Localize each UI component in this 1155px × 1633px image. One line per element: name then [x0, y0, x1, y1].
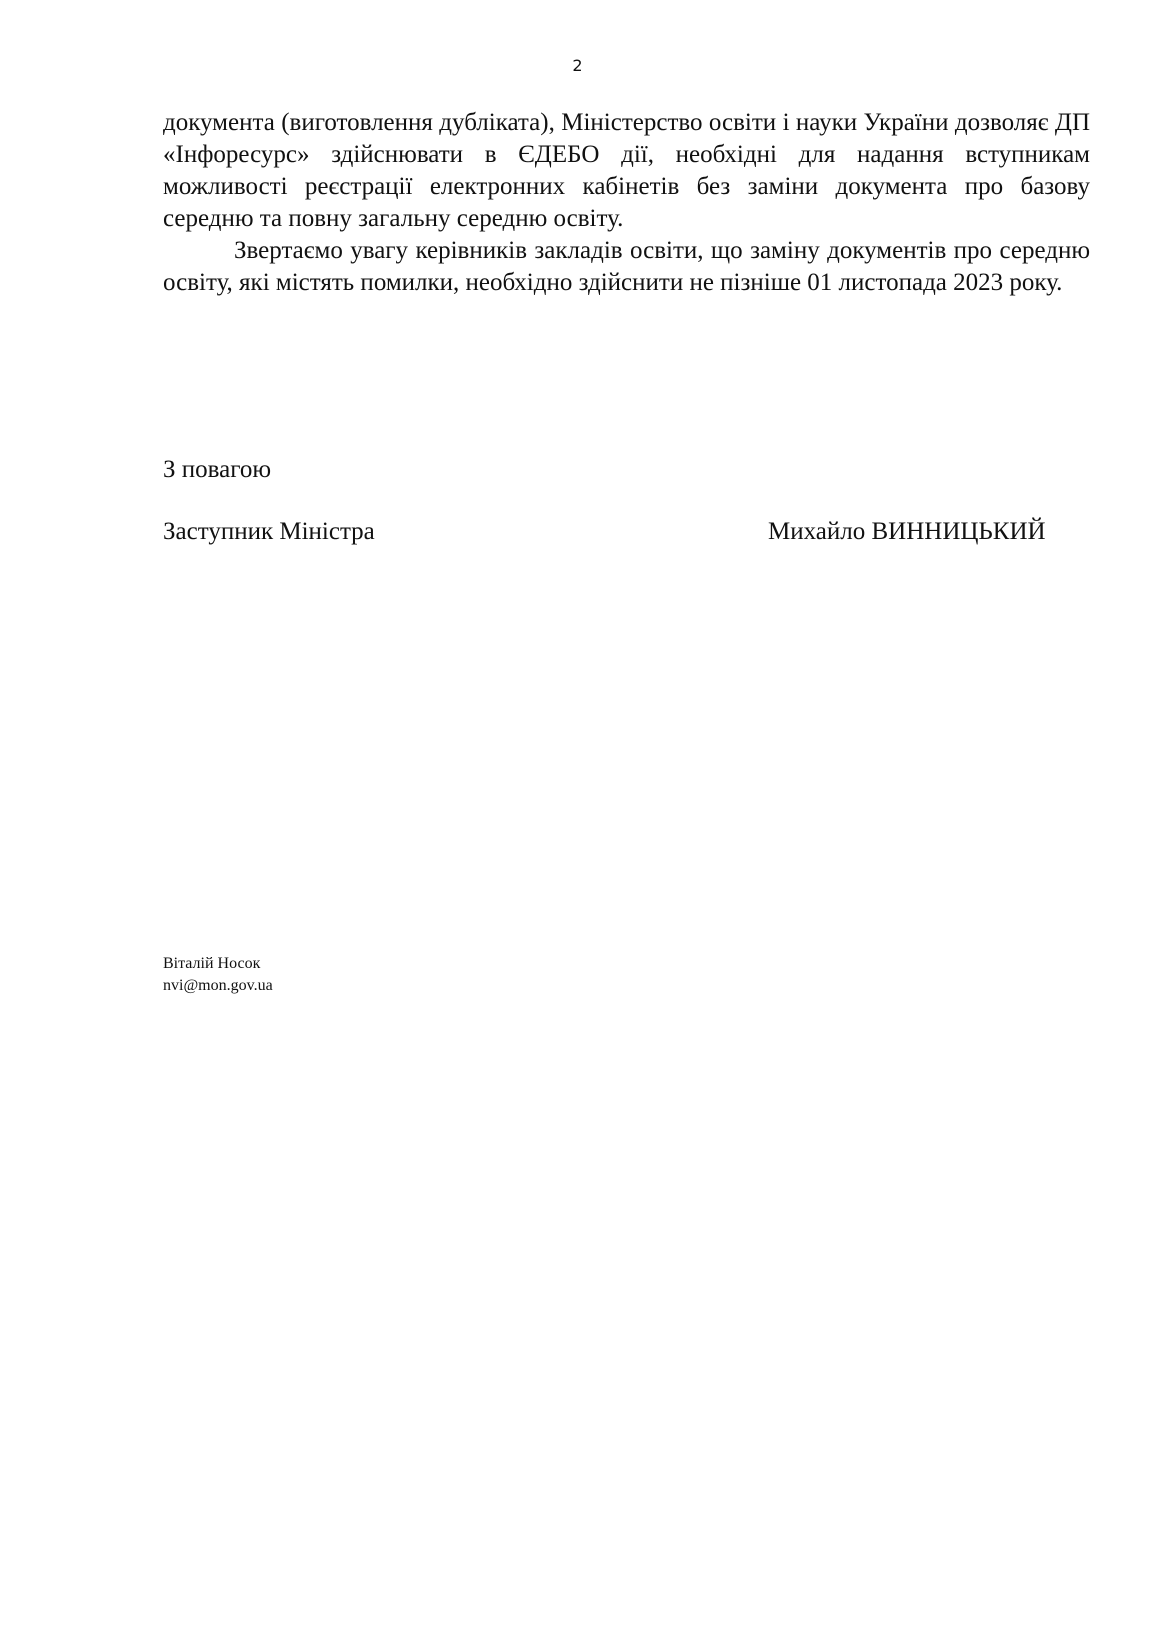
executor-block	[163, 953, 273, 997]
paragraph-continuation: документа (виготовлення дубліката), Міністерство освіти і науки України дозволяє ДП «Інфоресурс» здійснювати в ЄДЕБО дії, необхідні для надання вступникам можливості реєстрації електронних кабінетів без заміни документа про базову середню та повну загальну середню освіту.	[163, 109, 1090, 232]
signatory-title: Заступник Міністра	[163, 518, 375, 545]
signatory-name: Михайло ВИННИЦЬКИЙ	[768, 518, 1046, 545]
closing-phrase: З повагою	[163, 456, 272, 483]
executor-email: nvi@mon.gov.ua	[163, 977, 273, 994]
page-number: 2	[572, 56, 583, 75]
paragraph-deadline-notice: Звертаємо увагу керівників закладів освіти, що заміну документів про середню освіту, які містять помилки, необхідно здійснити не пізніше 01 листопада 2023 року.	[163, 237, 1090, 296]
letter-body	[163, 107, 1090, 299]
executor-name: Віталій Носок	[163, 955, 261, 972]
